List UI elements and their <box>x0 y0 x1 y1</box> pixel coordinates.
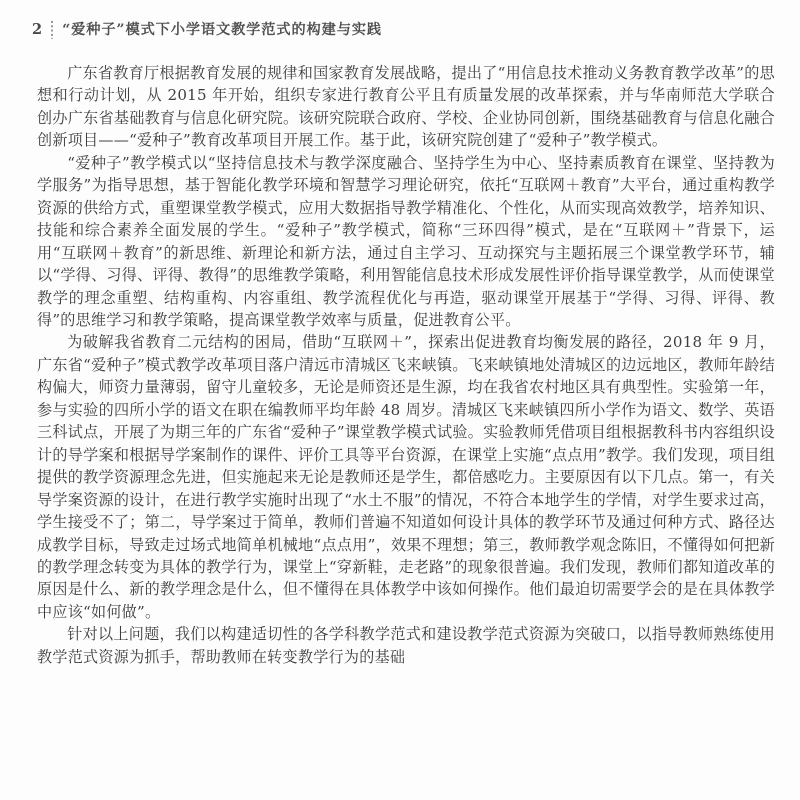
paragraph: 针对以上问题，我们以构建适切性的各学科教学范式和建设教学范式资源为突破口，以指导教师熟练使用教学范式资源为抓手，帮助教师在转变教学行为的基础 <box>37 625 775 666</box>
paragraph: “爱种子”教学模式以“坚持信息技术与教学深度融合、坚持学生为中心、坚持素质教育在课堂、坚持教为学服务”为指导思想，基于智能化教学环境和智慧学习理论研究，依托“互联网＋教育”大平台，通过重构教学资源的供给方式，重塑课堂教学模式，应用大数据指导教学精准化、个性化，从而实现高效教学，培养知识、技能和综合素养全面发展的学生。“爱种子”教学模式，简称“三环四得”模式，是在“互联网＋”背景下，运用“互联网＋教育”的新思维、新理论和新方法，通过自主学习、互动探究与主题拓展三个课堂教学环节，辅以“学得、习得、评得、教得”的思维教学策略，利用智能信息技术形成发展性评价指导课堂教学，从而使课堂教学的理念重塑、结构重构、内容重组、教学流程优化与再造，驱动课堂开展基于“学得、习得、评得、教得”的思维学习和教学策略，提高课堂教学效率与质量，促进教育公平。 <box>37 153 775 329</box>
body-text-column <box>37 62 775 668</box>
paragraph: 为破解我省教育二元结构的困局，借助“互联网＋”，探索出促进教育均衡发展的路径，2018 年 9 月，广东省“爱种子”模式教学改革项目落户清远市清城区飞来峡镇。飞来峡镇地处清城区的边远地区，教师年龄结构偏大，师资力量薄弱，留守儿童较多，无论是师资还是生源，均在我省农村地区具有典型性。实验第一年，参与实验的四所小学的语文在职在编教师平均年龄 48 周岁。清城区飞来峡镇四所小学作为语文、数学、英语三科试点，开展了为期三年的广东省“爱种子”课堂教学模式试验。实验教师凭借项目组根据教科书内容组织设计的导学案和根据导学案制作的课件、评价工具等平台资源，在课堂上实施“点点用”教学。我们发现，项目组提供的教学资源理念先进，但实施起来无论是教师还是学生，都倍感吃力。主要原因有以下几点。第一，有关导学案资源的设计，在进行教学实施时出现了“水土不服”的情况，不符合本地学生的学情，对学生要求过高，学生接受不了；第二，导学案过于简单，教师们普遍不知道如何设计具体的教学环节及通过何种方式、路径达成教学目标，导致走过场式地简单机械地“点点用”，效果不理想；第三，教师教学观念陈旧，不懂得如何把新的教学理念转变为具体的教学行为，课堂上“穿新鞋，走老路”的现象很普遍。我们发现，教师们都知道改革的原因是什么、新的教学理念是什么，但不懂得在具体教学中该如何操作。他们最迫切需要学会的是在具体教学中应该“如何做”。 <box>37 333 775 621</box>
page-number: 2 <box>32 20 43 38</box>
running-title: “爱种子”模式下小学语文教学范式的构建与实践 <box>62 21 382 38</box>
vertical-dotted-divider-icon <box>51 21 53 39</box>
paragraph: 广东省教育厅根据教育发展的规律和国家教育发展战略，提出了“用信息技术推动义务教育教学改革”的思想和行动计划，从 2015 年开始，组织专家进行教育公平且有质量发展的改革探索，并与华南师范大学联合创办广东省基础教育与信息化研究院。该研究院联合政府、学校、企业协同创新，围绕基础教育与信息化融合创新项目——“爱种子”教育改革项目开展工作。基于此，该研究院创建了“爱种子”教学模式。 <box>37 64 775 150</box>
running-header <box>32 17 768 43</box>
